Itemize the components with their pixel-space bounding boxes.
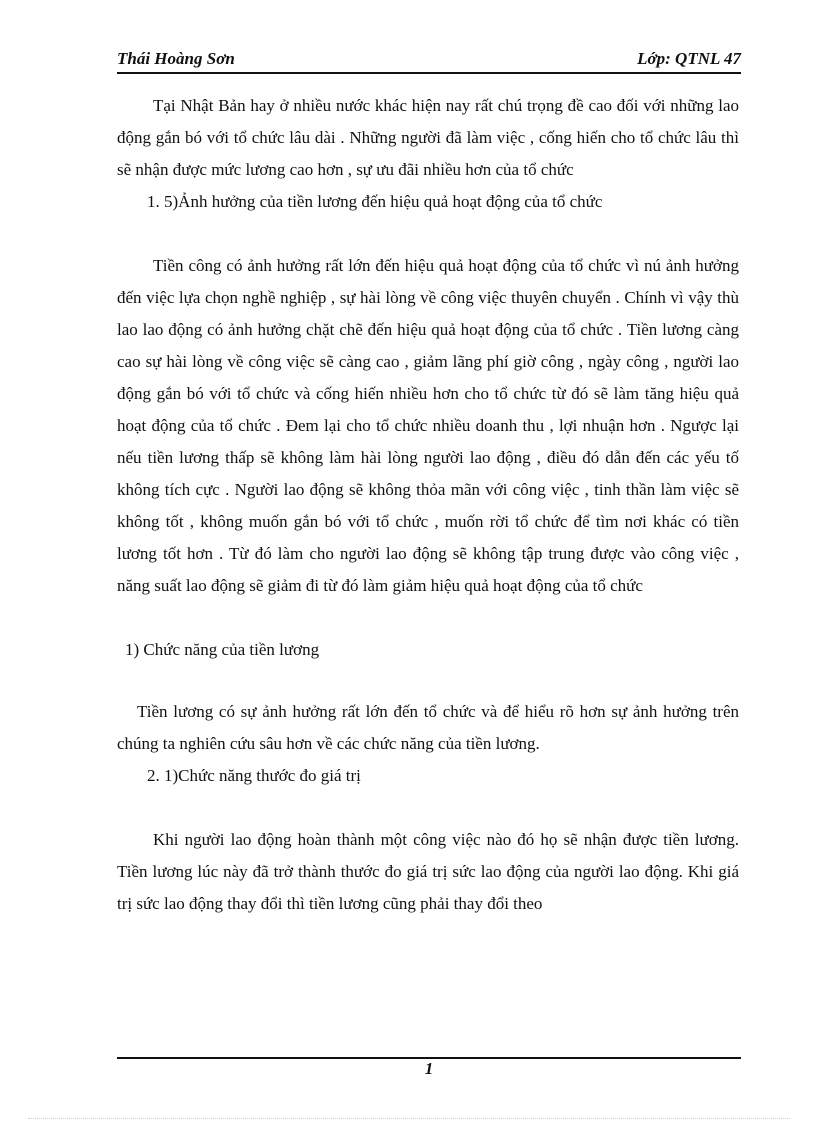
heading-salary-functions: 1) Chức năng của tiền lương — [125, 640, 320, 659]
document-body — [117, 90, 739, 920]
spacer — [117, 218, 739, 250]
spacer — [117, 666, 739, 696]
header-class: Lớp: QTNL 47 — [637, 49, 741, 68]
spacer — [117, 792, 739, 824]
header-author: Thái Hoàng Sơn — [117, 49, 235, 68]
heading-value-measure: 2. 1)Chức năng thước đo giá trị — [147, 766, 361, 785]
header-rule — [117, 72, 741, 74]
paragraph-functions-intro: Tiền lương có sự ảnh hưởng rất lớn đến tổ chức và để hiểu rõ hơn sự ảnh hưởng trên chúng ta nghiên cứu sâu hơn về các chức năng của tiền lương. — [117, 702, 739, 753]
paragraph-value-measure: Khi người lao động hoàn thành một công việc nào đó họ sẽ nhận được tiền lương. Tiền lương lúc này đã trở thành thước đo giá trị sức lao động của người lao động. Khi giá trị sức lao động thay đổi thì tiền lương cũng phải thay đổi theo — [117, 830, 739, 913]
page-edge-dotted-line — [28, 1118, 790, 1119]
heading-salary-effect: 1. 5)Ảnh hưởng của tiền lương đến hiệu quả hoạt động của tổ chức — [147, 192, 603, 211]
page-number: 1 — [424, 1059, 434, 1078]
paragraph-japan-seniority: Tại Nhật Bản hay ở nhiều nước khác hiện nay rất chú trọng đề cao đối với những lao động gắn bó với tổ chức lâu dài . Những người đã làm việc , cống hiến cho tổ chức lâu thì sẽ nhận được mức lương cao hơn , sự ưu đãi nhiều hơn của tổ chức — [117, 96, 739, 179]
page-header — [117, 49, 741, 71]
paragraph-salary-effect: Tiền công có ảnh hưởng rất lớn đến hiệu quả hoạt động của tổ chức vì nú ảnh hưởng đến việc lựa chọn nghề nghiệp , sự hài lòng về công việc thuyên chuyển . Chính vì vậy thù lao lao động có ảnh hưởng chặt chẽ đến hiệu quả hoạt động của tổ chức . Tiền lương càng cao sự hài lòng về công việc sẽ càng cao , giảm lãng phí giờ công , ngày công , người lao động gắn bó với tổ chức và cống hiến nhiều hơn cho tổ chức từ đó sẽ làm tăng hiệu quả hoạt động của tổ chức . Đem lại cho tổ chức nhiều doanh thu , lợi nhuận hơn . Ngược lại nếu tiền lương thấp sẽ không làm hài lòng người lao động , điều đó dẫn đến các yếu tố không tích cực . Người lao động sẽ không thỏa mãn với công việc , tinh thần làm việc sẽ không tốt , không muốn gắn bó với tổ chức , muốn rời tổ chức để tìm nơi khác có tiền lương tốt hơn . Từ đó làm cho người lao động sẽ không tập trung được vào công việc , năng suất lao động sẽ giảm đi từ đó làm giảm hiệu quả hoạt động của tổ chức — [117, 256, 739, 595]
spacer — [117, 602, 739, 634]
